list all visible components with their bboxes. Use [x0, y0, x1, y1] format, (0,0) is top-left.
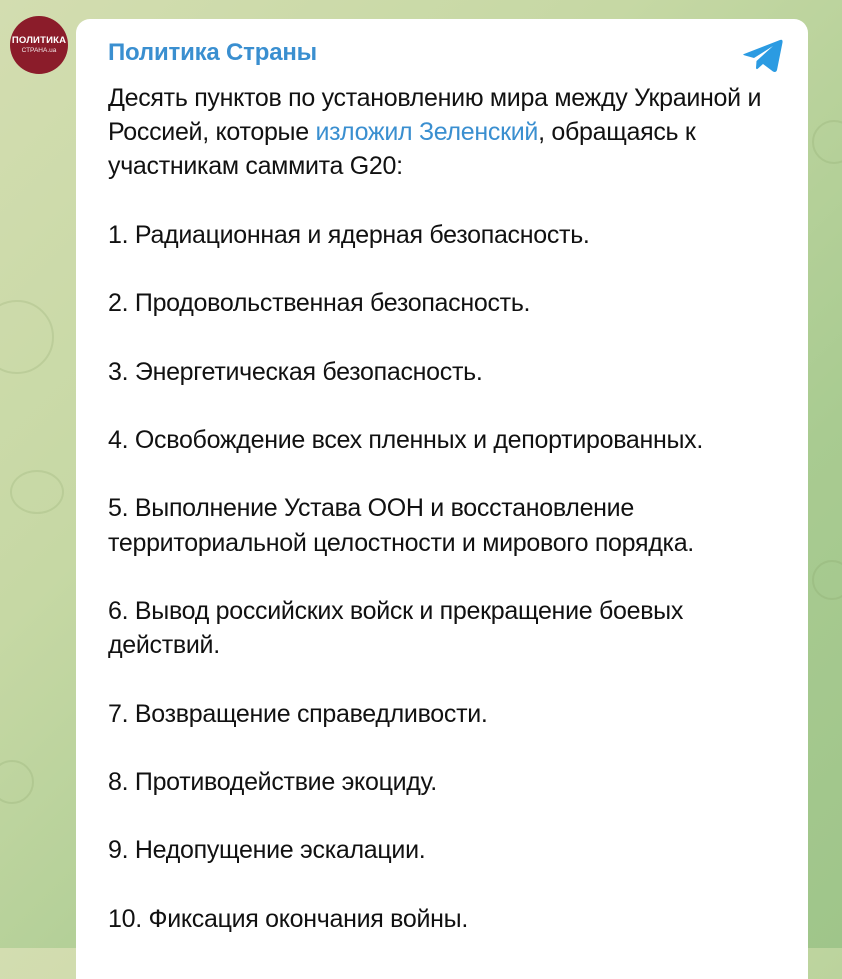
- point-item: 6. Вывод российских войск и прекращение боевых действий.: [108, 596, 684, 660]
- zelensky-link[interactable]: изложил Зеленский: [315, 118, 539, 147]
- avatar-title: ПОЛИТИКА: [11, 35, 67, 46]
- point-item: 3. Энергетическая безопасность.: [108, 357, 483, 386]
- post-text: [108, 81, 768, 936]
- telegram-plane-icon[interactable]: [742, 37, 784, 75]
- background-doodle: [0, 300, 54, 374]
- channel-avatar[interactable]: [10, 16, 68, 74]
- point-item: 4. Освобождение всех пленных и депортированных.: [108, 425, 704, 454]
- point-item: 7. Возвращение справедливости.: [108, 699, 488, 728]
- point-item: 5. Выполнение Устава ООН и восстановление территориальной целостности и мирового порядка.: [108, 494, 694, 557]
- background-doodle: [812, 560, 842, 600]
- background-doodle: [10, 470, 64, 514]
- message-bubble: [76, 19, 808, 979]
- point-item: 2. Продовольственная безопасность.: [108, 289, 531, 318]
- point-item: 9. Недопущение эскалации.: [108, 836, 426, 865]
- channel-name[interactable]: Политика Страны: [108, 39, 317, 66]
- avatar-subtitle: СТРАНА.ua: [21, 47, 57, 54]
- background-doodle: [812, 120, 842, 164]
- point-item: 8. Противодействие экоциду.: [108, 767, 437, 796]
- post-intro: Десять пунктов по установлению мира между Украиной и Россией, которые изложил Зеленский, обращаясь к участникам саммита G20:: [108, 84, 762, 181]
- background-doodle: [0, 760, 34, 804]
- point-item: 10. Фиксация окончания войны.: [108, 904, 468, 933]
- point-item: 1. Радиационная и ядерная безопасность.: [108, 220, 590, 249]
